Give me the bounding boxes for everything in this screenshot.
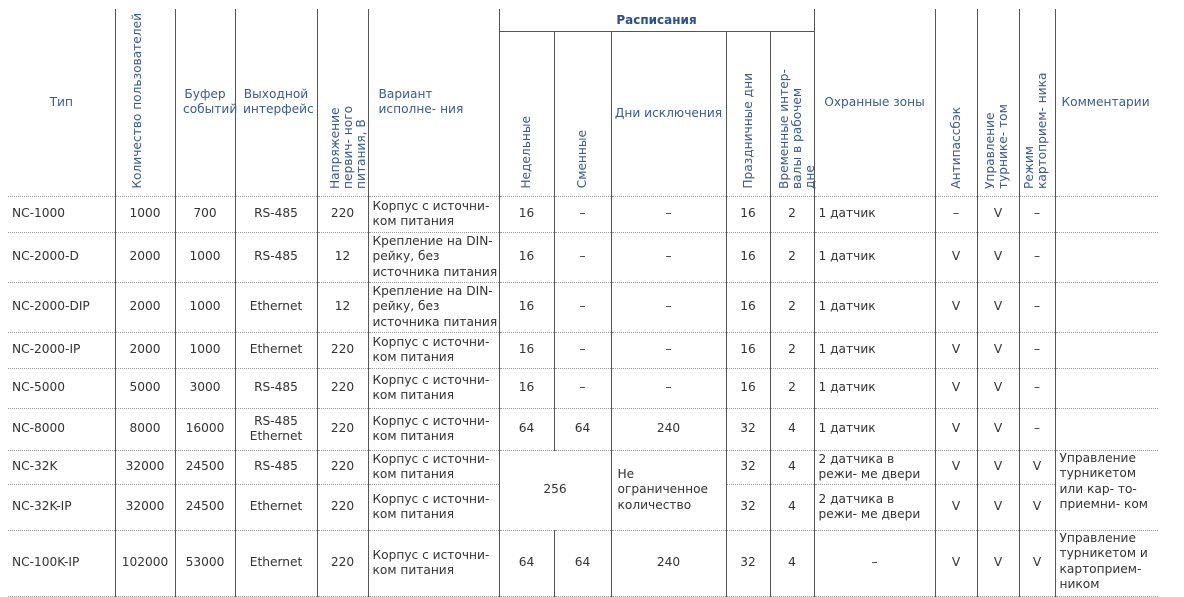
merged-weekly-shift: 256 [499, 450, 611, 530]
col-antipass: Антипассбэк [935, 9, 977, 196]
merged-exc-days: Не ограниченное количество [611, 450, 726, 530]
table-row: NC-2000-D 2000 1000 RS-485 12 Крепление на DIN-рейку, без источника питания 16 – – 16 2 1 датчик V V – [8, 232, 1158, 282]
col-interface: Выходной интерфейс [235, 9, 317, 196]
table-row: NC-32K 32000 24500 RS-485 220 Корпус с источни- ком питания 256 Не ограниченное количество 32 4 2 датчика в режи- ме двери V V V Управление турникетом или кар- то-приемни- ком [8, 450, 1158, 484]
table-row: NC-8000 8000 16000 RS-485 Ethernet 220 Корпус с источни- ком питания 64 64 240 32 4 1 датчик V V – [8, 408, 1158, 450]
col-turnstile: Управление турнике- том [977, 9, 1019, 196]
col-users: Количество пользователей [115, 9, 175, 196]
col-zones: Охранные зоны [814, 9, 935, 196]
table-row: NC-100K-IP 102000 53000 Ethernet 220 Корпус с источни- ком питания 64 64 240 32 4 – V V V Управление турникетом и картоприем- ником [8, 530, 1158, 596]
col-exc-days: Дни исключения [611, 32, 726, 196]
col-intervals: Временные интер- валы в рабочем дне [770, 32, 814, 196]
table-row: NC-2000-DIP 2000 1000 Ethernet 12 Крепление на DIN-рейку, без источника питания 16 – – 16 2 1 датчик V V – [8, 282, 1158, 332]
col-cardmode: Режим картоприем- ника [1019, 9, 1055, 196]
merged-comment: Управление турникетом или кар- то-приемни- ком [1055, 450, 1158, 530]
col-type: Тип [8, 9, 115, 196]
col-variant: Вариант исполне- ния [368, 9, 499, 196]
table-row: NC-5000 5000 3000 RS-485 220 Корпус с источни- ком питания 16 – – 16 2 1 датчик V V – [8, 368, 1158, 408]
table-row: NC-32K-IP 32000 24500 Ethernet 220 Корпус с источни- ком питания 32 4 2 датчика в режи- ме двери V V V [8, 484, 1158, 530]
col-comments: Комментарии [1055, 9, 1158, 196]
col-voltage: Напряжение первич- ного питания, В [317, 9, 368, 196]
col-holidays: Праздничные дни [726, 32, 770, 196]
controllers-table [8, 9, 1158, 597]
col-buffer: Буфер событий [175, 9, 235, 196]
schedules-group-header: Расписания [499, 9, 814, 32]
table-row: NC-2000-IP 2000 1000 Ethernet 220 Корпус с источни- ком питания 16 – – 16 2 1 датчик V V – [8, 332, 1158, 368]
col-shift: Сменные [554, 32, 611, 196]
table-row: NC-1000 1000 700 RS-485 220 Корпус с источни- ком питания 16 – – 16 2 1 датчик – V – [8, 196, 1158, 232]
col-weekly: Недельные [499, 32, 554, 196]
